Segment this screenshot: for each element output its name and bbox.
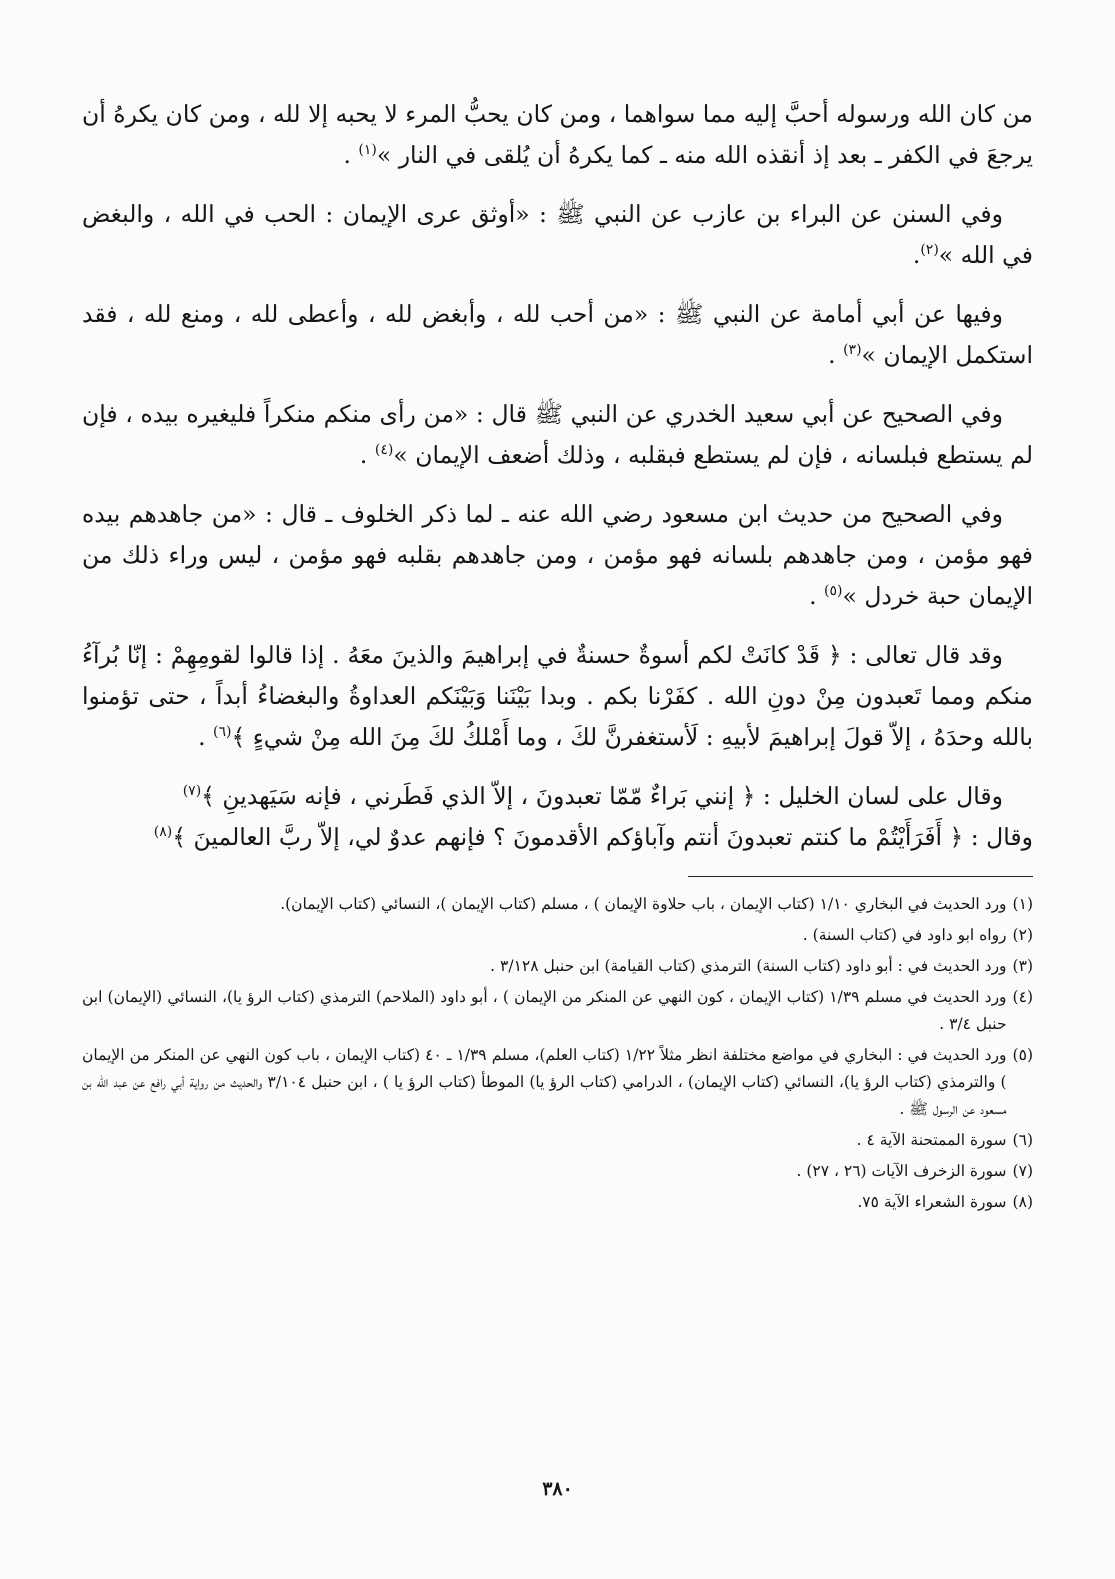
footnote-text: ورد الحديث في البخاري ١/١٠ (كتاب الإيمان ، باب حلاوة الإيمان ) ، مسلم (كتاب الإيمان )، النسائي (كتاب الإيمان). [280,895,1007,913]
footnote-ref: (٧) [182,783,202,800]
footnote-text: ورد الحديث في مسلم ١/٣٩ (كتاب الإيمان ، كون النهي عن المنكر من الإيمان ) ، أبو داود (الملاحم) الترمذي (كتاب الرؤ يا)، النسائي (الإيمان) ابن حنبل ٣/٤ . [82,988,1007,1033]
footnote-number: (٤) [1012,988,1033,1006]
footnotes [82,891,1033,1216]
paragraph-4 [82,394,1033,476]
main-text [82,94,1033,858]
footnote-ref: (٦) [213,724,232,741]
paragraph-text: وقال : ﴿ أَفَرَأَيْتُمْ ما كنتم تعبدونَ أنتم وآباؤكم الأقدمونَ ؟ فإنهم عدوٌ لي، إلاّ ربَّ العالمينَ ﴾ [172,823,1033,851]
footnote [82,1042,1033,1123]
footnote-ref: (١) [358,142,377,159]
footnote [82,984,1033,1038]
footnote-text: رواه ابو داود في (كتاب السنة) . [802,926,1007,944]
paragraph-2 [82,194,1033,276]
footnote-separator [82,858,1033,891]
footnote-ref: (٥) [824,583,843,600]
footnote-ref: (٨) [153,824,173,841]
paragraph-text: وفي الصحيح من حديث ابن مسعود رضي الله عنه ـ لما ذكر الخلوف ـ قال : «من جاهدهم بيده فهو مؤمن ، ومن جاهدهم بلسانه فهو مؤمن ، ومن جاهدهم بقلبه فهو مؤمن ، ليس وراء ذلك من الإيمان حبة خردل » [82,500,1033,610]
paragraph-text: وفي السنن عن البراء بن عازب عن النبي ﷺ : «أوثق عرى الإيمان : الحب في الله ، والبغض في الله » [82,200,1033,269]
punctuation: . [828,341,844,369]
footnote [82,1127,1033,1154]
punctuation: . [359,441,375,469]
punctuation: . [809,582,825,610]
paragraph-6 [82,635,1033,758]
footnote-text: ورد الحديث في : البخاري في مواضع مختلفة انظر مثلاً ١/٢٢ (كتاب العلم)، مسلم ١/٣٩ ـ ٤٠ (كتاب الإيمان ، باب كون النهي عن المنكر من الإيمان ) والترمذي (كتاب الرؤ يا)، النسائي (كتاب الإيمان) ، الدرامي (كتاب الرؤ يا) الموطأ (كتاب الرؤ يا ) ، ابن حنبل ٣/١٠٤ والحديث من رواية أبي رافع عن عبد الله بن مسعود عن الرسول ﷺ . [82,1046,1007,1118]
footnote-ref: (٤) [374,442,394,459]
footnote-number: (٨) [1012,1193,1033,1211]
footnote-text: سورة الممتحنة الآية ٤ . [856,1131,1007,1149]
footnote-number: (١) [1012,895,1033,913]
footnote-number: (٢) [1012,926,1033,944]
footnote [82,891,1033,918]
paragraph-text: وفي الصحيح عن أبي سعيد الخدري عن النبي ﷺ قال : «من رأى منكم منكراً فليغيره بيده ، فإن لم يستطع فبلسانه ، فإن لم يستطع فبقلبه ، وذلك أضعف الإيمان » [82,400,1033,469]
footnote-text: سورة الشعراء الآية ٧٥. [857,1193,1007,1211]
punctuation: . [198,723,214,751]
paragraph-5 [82,494,1033,617]
footnote-text: ورد الحديث في : أبو داود (كتاب السنة) الترمذي (كتاب القيامة) ابن حنبل ٣/١٢٨ . [490,957,1007,975]
punctuation: . [912,241,921,269]
footnote-text: سورة الزخرف الآيات (٢٦ ، ٢٧) . [796,1162,1007,1180]
footnote [82,922,1033,949]
paragraph-text: من كان الله ورسوله أحبَّ إليه مما سواهما ، ومن كان يحبُّ المرء لا يحبه إلا لله ، ومن كان يكرهُ أن يرجعَ في الكفر ـ بعد إذ أنقذه الله منه ـ كما يكرهُ أن يُلقى في النار » [82,100,1033,169]
paragraph-text: وفيها عن أبي أمامة عن النبي ﷺ : «من أحب لله ، وأبغض لله ، وأعطى لله ، ومنع لله ، فقد استكمل الإيمان » [82,300,1033,369]
separator-line [688,876,1033,877]
footnote-number: (٦) [1012,1131,1033,1149]
footnote [82,1189,1033,1216]
footnote-ref: (٣) [843,342,862,359]
paragraph-1 [82,94,1033,176]
footnote-number: (٥) [1012,1046,1033,1064]
paragraph-text: وقد قال تعالى : ﴿ قَدْ كانَتْ لكم أسوةٌ حسنةٌ في إبراهيمَ والذينَ معَهُ . إذا قالوا لقومِهِمْ : إنّا بُرآءُ منكم ومما تَعبدون مِنْ دونِ الله . كفَرْنا بكم . وبدا بَيْنَنا وَبَيْنَكم العداوةُ والبغضاءُ أبداً ، حتى تؤمنوا بالله وحدَهُ ، إلاّ قولَ إبراهيمَ لأبيهِ : لَأستغفرنَّ لكَ ، وما أَمْلكُ لكَ مِنَ الله مِنْ شيءٍ ﴾ [82,641,1033,751]
punctuation: . [343,141,359,169]
paragraph-3 [82,294,1033,376]
paragraph-7 [82,776,1033,858]
page-number: ٣٨٠ [542,1478,573,1500]
footnote-number: (٧) [1012,1162,1033,1180]
footnote-ref: (٢) [920,242,939,259]
footnote [82,1158,1033,1185]
footnote-number: (٣) [1012,957,1033,975]
paragraph-text: وقال على لسان الخليل : ﴿ إنني بَراءٌ مّمّا تعبدونَ ، إلاّ الذي فَطَرني ، فإنه سَيَهدينِ ﴾ [201,782,1003,810]
footnote [82,953,1033,980]
